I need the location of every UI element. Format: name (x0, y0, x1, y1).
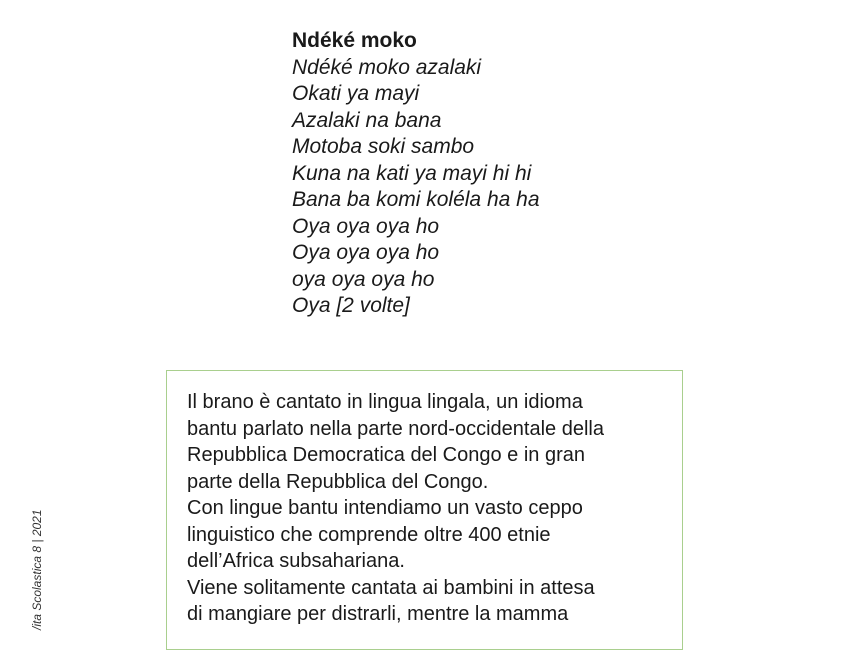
lyric-line: oya oya oya ho (292, 267, 435, 291)
info-box (166, 370, 683, 650)
lyric-line: Kuna na kati ya mayi hi hi (292, 161, 532, 185)
lyric-line: Azalaki na bana (292, 108, 442, 132)
info-line: di mangiare per distrarli, mentre la mamma (187, 603, 569, 625)
info-line: bantu parlato nella parte nord-occidentale della (187, 417, 604, 440)
lyric-line: Oya oya oya ho (292, 214, 440, 238)
side-credit: /ita Scolastica 8 | 2021 (30, 509, 44, 630)
lyric-line: Ndéké moko azalaki (292, 55, 482, 79)
info-line: Con lingue bantu intendiamo un vasto ceppo (187, 497, 583, 519)
song-lyrics (292, 55, 540, 320)
info-text (187, 389, 667, 628)
info-line: dell’Africa subsahariana. (187, 550, 405, 572)
lyric-line: Okati ya mayi (292, 82, 420, 105)
info-line: Il brano è cantato in lingua lingala, un idioma (187, 391, 583, 413)
lyric-line: Oya oya oya ho (292, 241, 440, 264)
info-line: parte della Repubblica del Congo. (187, 470, 489, 493)
lyric-line: Motoba soki sambo (292, 135, 475, 158)
song-title: Ndéké moko (292, 29, 417, 52)
lyric-line: Oya [2 volte] (292, 294, 410, 317)
lyric-line: Bana ba komi koléla ha ha (292, 188, 540, 211)
info-line: Repubblica Democratica del Congo e in gran (187, 444, 586, 466)
song-block (292, 28, 540, 320)
info-line: Viene solitamente cantata ai bambini in attesa (187, 576, 595, 599)
info-line: linguistico che comprende oltre 400 etnie (187, 523, 551, 546)
